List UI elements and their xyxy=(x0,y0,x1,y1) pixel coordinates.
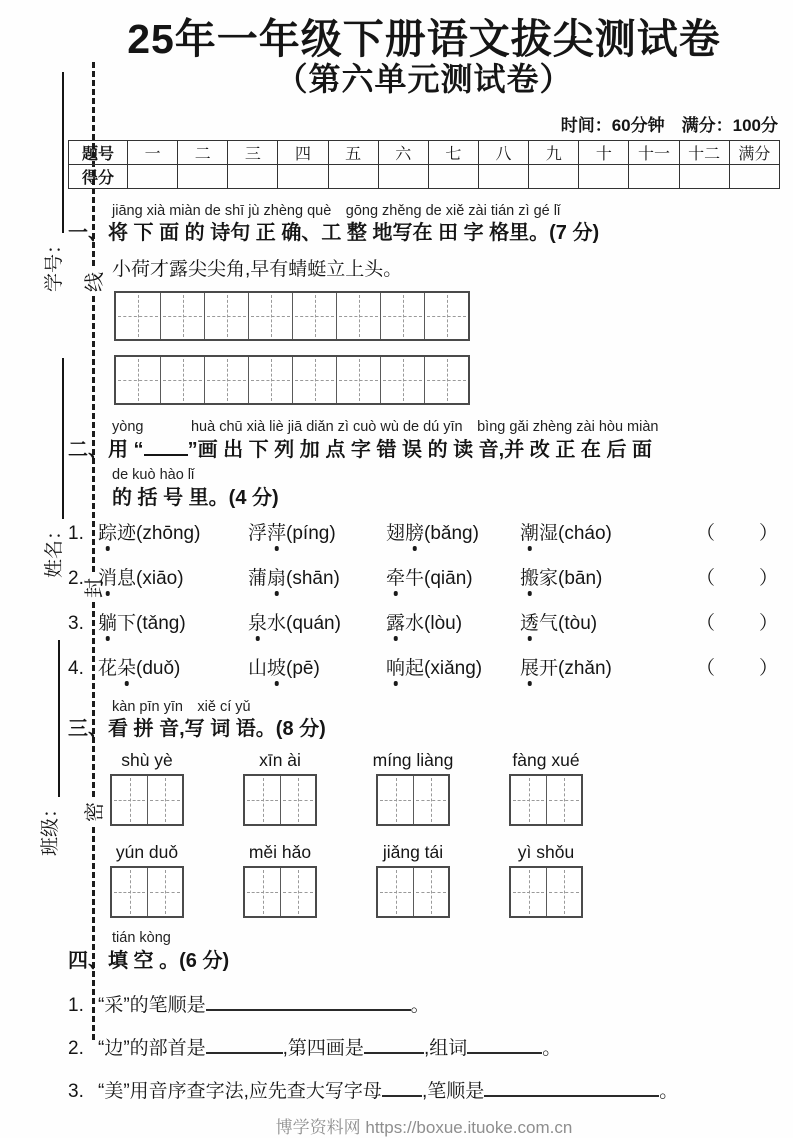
word-pinyin: (bān) xyxy=(558,567,603,589)
word-before: 山 xyxy=(248,657,268,679)
answer-paren: （ ） xyxy=(696,522,781,544)
word-before: 浮 xyxy=(248,522,268,544)
dotted-char: 躺 xyxy=(98,612,118,634)
pinyin-label: měi hǎo xyxy=(248,842,312,863)
section1-heading: 一、将 下 面 的 诗句 正 确、工 整 地写在 田 字 格里。(7 分) xyxy=(68,222,600,245)
tianzige-grid xyxy=(110,774,184,826)
score-cell xyxy=(529,164,579,188)
tianzige-cell xyxy=(424,357,468,403)
tianzige-cell xyxy=(147,868,182,916)
tianzige-grid xyxy=(376,774,450,826)
pinyin-label: yì shǒu xyxy=(517,842,575,863)
pinyin-correction-row xyxy=(68,653,780,691)
item-number: 1. xyxy=(68,522,84,544)
item-text: 。 xyxy=(542,1038,562,1059)
item-number: 1. xyxy=(68,995,84,1016)
margin-field-class xyxy=(36,640,60,856)
tianzige-cell xyxy=(245,868,280,916)
word-item xyxy=(98,518,248,545)
tianzige-cell xyxy=(248,293,292,339)
item-text: ,笔顺是 xyxy=(421,1081,485,1102)
word-pinyin: (xiāo) xyxy=(136,567,184,589)
tianzige-cell xyxy=(280,776,315,824)
score-cell xyxy=(428,164,478,188)
section2-pinyin-1: yòng huà chū xià liè jiā diǎn zì cuò wù de dú yīn bìng gǎi zhèng zài hòu miàn xyxy=(112,419,659,436)
name-blank xyxy=(58,358,64,519)
item-number: 3. xyxy=(68,612,84,634)
seal-char-xian: 线 xyxy=(83,269,107,295)
score-col-header: 六 xyxy=(378,140,428,164)
word-after: 息 xyxy=(117,567,137,589)
tianzige-cell xyxy=(380,357,424,403)
tianzige-cell xyxy=(160,293,204,339)
answer-paren: （ ） xyxy=(696,567,781,589)
class-label: 班级： xyxy=(40,798,61,856)
name-label: 姓名： xyxy=(44,520,65,578)
tianzige-cell xyxy=(112,868,147,916)
score-cell xyxy=(679,164,729,188)
word-item xyxy=(520,653,696,680)
score-col-header: 九 xyxy=(529,140,579,164)
word-item xyxy=(386,608,520,635)
item-text: ,组词 xyxy=(423,1038,468,1059)
word-grid-group xyxy=(243,842,317,918)
tianzige-cell xyxy=(204,293,248,339)
word-after: 水 xyxy=(405,612,425,634)
tianzige-cell xyxy=(546,776,581,824)
fill-blank-item xyxy=(68,990,780,1017)
score-cell xyxy=(579,164,629,188)
seal-char-feng: 封 xyxy=(83,575,107,601)
word-grid-group xyxy=(376,842,450,918)
score-col-header: 三 xyxy=(228,140,278,164)
item-text: ,第四画是 xyxy=(282,1038,364,1059)
tianzige-grid xyxy=(509,866,583,918)
tianzige-cell xyxy=(245,776,280,824)
blank-line xyxy=(484,1081,659,1097)
blank-line xyxy=(382,1081,422,1097)
dotted-char: 扇 xyxy=(267,567,287,589)
pinyin-label: fàng xué xyxy=(512,750,580,771)
item-number: 2. xyxy=(68,1038,84,1059)
margin-field-name xyxy=(40,358,64,578)
score-col-header: 十一 xyxy=(629,140,679,164)
fill-blank-item xyxy=(68,1033,780,1060)
pinyin-correction-row xyxy=(68,518,780,556)
word-pinyin: (píng) xyxy=(286,522,336,544)
tianzige-cell xyxy=(378,776,413,824)
blank-line xyxy=(206,995,411,1011)
score-cell xyxy=(378,164,428,188)
section2-heading-2: 的 括 号 里。(4 分) xyxy=(112,486,279,509)
word-pinyin: (bǎng) xyxy=(424,522,479,544)
section4-heading: 四、填 空 。(6 分) xyxy=(68,950,230,972)
dotted-char: 透 xyxy=(520,612,540,634)
tianzige-cell xyxy=(424,293,468,339)
item-number: 4. xyxy=(68,657,84,679)
word-item xyxy=(248,563,386,590)
word-after: 下 xyxy=(117,612,137,634)
student-id-blank xyxy=(58,72,64,233)
seal-char-mi: 密 xyxy=(83,799,107,825)
word-item xyxy=(248,518,386,545)
tianzige-cell xyxy=(204,357,248,403)
tianzige-grid xyxy=(509,774,583,826)
section2-pinyin-2: de kuò hào lǐ xyxy=(112,466,195,483)
dotted-char: 泉 xyxy=(248,612,268,634)
score-cell xyxy=(228,164,278,188)
word-item xyxy=(248,608,386,635)
word-pinyin: (tǎng) xyxy=(136,612,186,634)
section2-heading-1 xyxy=(68,437,780,463)
section1-sentence: 小荷才露尖尖角,早有蜻蜓立上头。 xyxy=(112,259,403,281)
tianzige-cell xyxy=(511,868,546,916)
word-before: 蒲 xyxy=(248,567,268,589)
word-item xyxy=(248,653,386,680)
pinyin-label: shù yè xyxy=(121,750,173,771)
score-table xyxy=(68,140,780,189)
dotted-char: 膀 xyxy=(405,522,425,544)
word-pinyin: (duǒ) xyxy=(136,657,181,679)
tianzige-grid xyxy=(110,866,184,918)
tianzige-cell xyxy=(292,293,336,339)
answer-paren: （ ） xyxy=(696,657,781,679)
word-pinyin: (qiān) xyxy=(424,567,473,589)
section4-pinyin: tián kòng xyxy=(112,930,171,947)
score-col-header: 七 xyxy=(428,140,478,164)
section2-heading-1a: 二、用 “ xyxy=(68,438,144,461)
word-item xyxy=(520,608,696,635)
pinyin-label: míng liàng xyxy=(372,750,454,771)
word-item xyxy=(386,653,520,680)
tianzige-cell xyxy=(380,293,424,339)
word-grid-group xyxy=(372,750,454,826)
word-item xyxy=(98,608,248,635)
section3-heading: 三、看 拼 音,写 词 语。(8 分) xyxy=(68,718,326,741)
word-grid-group xyxy=(243,750,317,826)
tianzige-cell xyxy=(511,776,546,824)
dotted-char: 消 xyxy=(98,567,118,589)
word-pinyin: (shān) xyxy=(286,567,340,589)
dotted-char: 朵 xyxy=(117,657,137,679)
score-col-header: 一 xyxy=(128,140,178,164)
score-cell xyxy=(278,164,328,188)
score-col-header: 十二 xyxy=(679,140,729,164)
tianzige-cell xyxy=(336,357,380,403)
tianzige-grid xyxy=(243,866,317,918)
section3-pinyin: kàn pīn yīn xiě cí yǔ xyxy=(112,698,251,715)
score-cell xyxy=(478,164,528,188)
tianzige-cell xyxy=(147,776,182,824)
score-col-header: 满分 xyxy=(729,140,779,164)
class-blank xyxy=(54,640,60,797)
dotted-char: 潮 xyxy=(520,522,540,544)
dotted-char: 牵 xyxy=(386,567,406,589)
word-after: 家 xyxy=(539,567,559,589)
dotted-char: 露 xyxy=(386,612,406,634)
page-title: 25年一年级下册语文拔尖测试卷 xyxy=(127,16,721,62)
pinyin-correction-row xyxy=(68,563,780,601)
tianzige-cell xyxy=(292,357,336,403)
answer-paren: （ ） xyxy=(696,612,781,634)
tianzige-cell xyxy=(413,868,448,916)
score-cell xyxy=(128,164,178,188)
tianzige-cell xyxy=(116,357,160,403)
score-col-header: 二 xyxy=(178,140,228,164)
word-pinyin: (zhǎn) xyxy=(558,657,612,679)
word-pinyin: (lòu) xyxy=(424,612,463,634)
margin-field-student-id xyxy=(40,72,64,292)
word-after: 气 xyxy=(539,612,559,634)
dotted-char: 响 xyxy=(386,657,406,679)
tianzige-cell xyxy=(160,357,204,403)
word-after: 湿 xyxy=(539,522,559,544)
tianzige-grid xyxy=(376,866,450,918)
item-text: 。 xyxy=(410,995,430,1016)
item-text: 。 xyxy=(659,1081,679,1102)
word-pinyin: (xiǎng) xyxy=(424,657,483,679)
score-cell xyxy=(629,164,679,188)
tianzige-cell xyxy=(280,868,315,916)
score-col-header: 八 xyxy=(478,140,528,164)
word-pinyin: (tòu) xyxy=(558,612,598,634)
score-col-header: 五 xyxy=(328,140,378,164)
blank-line xyxy=(467,1038,542,1054)
dotted-char: 坡 xyxy=(267,657,287,679)
tianzige-cell xyxy=(413,776,448,824)
tianzige-cell xyxy=(336,293,380,339)
word-pinyin: (zhōng) xyxy=(136,522,201,544)
score-cell xyxy=(328,164,378,188)
section1-pinyin: jiāng xià miàn de shī jù zhèng què gōng zhěng de xiě zài tián zì gé lǐ xyxy=(112,202,561,219)
tianzige-cell xyxy=(248,357,292,403)
tianzige-cell xyxy=(546,868,581,916)
word-item xyxy=(98,653,248,680)
word-item xyxy=(386,563,520,590)
word-pinyin: (pē) xyxy=(286,657,320,679)
score-table-score-row xyxy=(69,164,780,188)
tianzige-row xyxy=(114,291,470,341)
pinyin-label: xīn ài xyxy=(259,750,301,771)
word-after: 水 xyxy=(267,612,287,634)
score-col-label: 题号 xyxy=(69,140,128,164)
score-col-header: 十 xyxy=(579,140,629,164)
dotted-char: 展 xyxy=(520,657,540,679)
blank-line xyxy=(364,1038,424,1054)
pinyin-correction-row xyxy=(68,608,780,646)
score-table-header-row xyxy=(69,140,780,164)
item-text: “美”用音序查字法,应先查大写字母 xyxy=(98,1081,382,1102)
score-cell xyxy=(178,164,228,188)
fill-blank-item xyxy=(68,1076,780,1103)
item-text: “边”的部首是 xyxy=(98,1038,206,1059)
word-item xyxy=(520,518,696,545)
word-after: 起 xyxy=(405,657,425,679)
tianzige-cell xyxy=(112,776,147,824)
section2-heading-1b: ”画 出 下 列 加 点 字 错 误 的 读 音,并 改 正 在 后 面 xyxy=(187,438,653,461)
word-after: 迹 xyxy=(117,522,137,544)
word-after: 牛 xyxy=(405,567,425,589)
tianzige-cell xyxy=(116,293,160,339)
tianzige-row xyxy=(114,355,470,405)
word-pinyin: (cháo) xyxy=(558,522,612,544)
time-score-info: 时间：60分钟 满分：100分 xyxy=(560,115,778,135)
student-id-label: 学号： xyxy=(44,234,65,292)
word-item xyxy=(98,563,248,590)
word-after: 开 xyxy=(539,657,559,679)
item-number: 3. xyxy=(68,1081,84,1102)
word-grid-group xyxy=(509,842,583,918)
heading-blank xyxy=(144,450,188,456)
footer-credit: 博学资料网 https://boxue.ituoke.com.cn xyxy=(275,1118,573,1137)
item-number: 2. xyxy=(68,567,84,589)
dotted-char: 萍 xyxy=(267,522,287,544)
page-subtitle: （第六单元测试卷） xyxy=(275,61,573,98)
pinyin-label: yún duǒ xyxy=(115,842,179,863)
word-pinyin: (quán) xyxy=(286,612,341,634)
word-grid-group xyxy=(110,842,184,918)
dotted-char: 踪 xyxy=(98,522,118,544)
word-item xyxy=(520,563,696,590)
blank-line xyxy=(206,1038,283,1054)
score-col-header: 四 xyxy=(278,140,328,164)
pinyin-label: jiǎng tái xyxy=(382,842,444,863)
score-row-label: 得分 xyxy=(69,164,128,188)
word-before: 翅 xyxy=(386,522,406,544)
paper-body xyxy=(68,0,780,1138)
tianzige-cell xyxy=(378,868,413,916)
dotted-char: 搬 xyxy=(520,567,540,589)
word-item xyxy=(386,518,520,545)
word-before: 花 xyxy=(98,657,118,679)
item-text: “采”的笔顺是 xyxy=(98,995,206,1016)
word-grid-group xyxy=(509,750,583,826)
word-grid-group xyxy=(110,750,184,826)
score-cell xyxy=(729,164,779,188)
tianzige-grid xyxy=(243,774,317,826)
